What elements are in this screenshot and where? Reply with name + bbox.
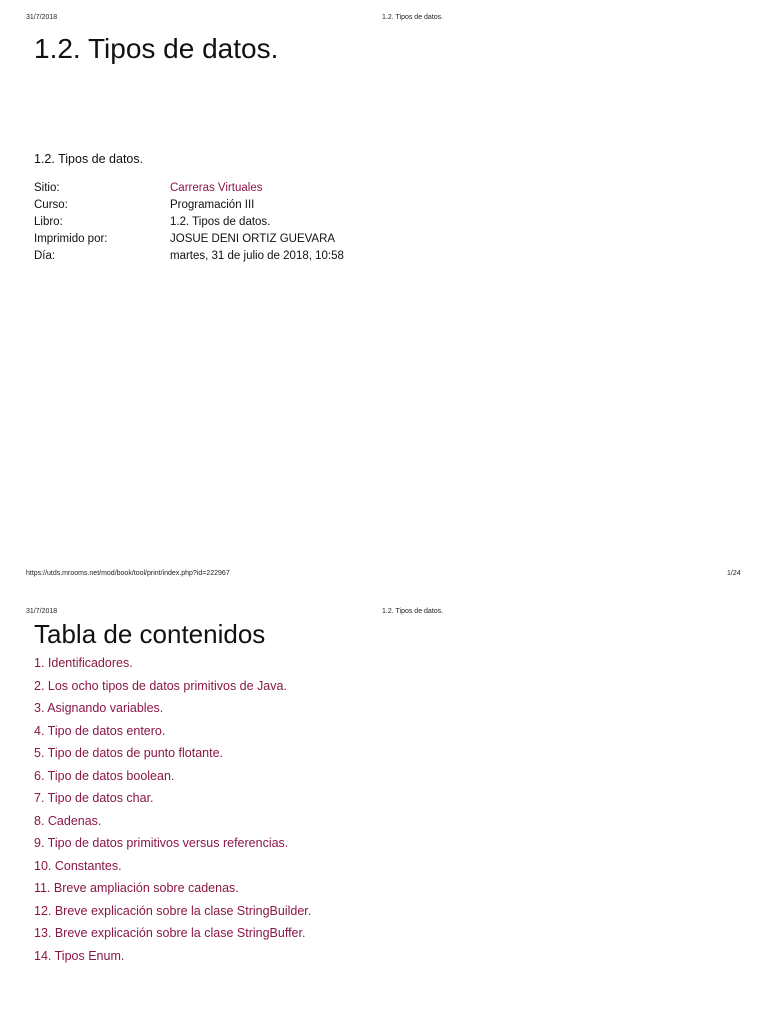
toc-link[interactable]: 5. Tipo de datos de punto flotante. (34, 746, 224, 760)
info-label: Curso: (34, 199, 68, 211)
site-link[interactable]: Carreras Virtuales (170, 182, 263, 194)
info-row-course (34, 197, 344, 214)
toc-link[interactable]: 10. Constantes. (34, 858, 122, 873)
toc-link[interactable]: 14. Tipos Enum. (34, 948, 125, 963)
print-header-title: 1.2. Tipos de datos. (382, 608, 444, 615)
toc-link[interactable]: 6. Tipo de datos boolean. (34, 768, 175, 783)
info-row-book (34, 214, 344, 231)
page-title: 1.2. Tipos de datos. (34, 33, 279, 64)
book-subtitle: 1.2. Tipos de datos. (34, 152, 144, 166)
info-value: Programación III (170, 199, 255, 211)
info-label: Día: (34, 250, 56, 262)
print-header-date: 31/7/2018 (26, 14, 58, 21)
toc-link[interactable]: 3. Asignando variables. (34, 701, 164, 715)
table-of-contents (34, 655, 311, 970)
toc-link[interactable]: 7. Tipo de datos char. (34, 791, 154, 805)
info-value: JOSUE DENI ORTIZ GUEVARA (170, 233, 336, 245)
toc-link[interactable]: 11. Breve ampliación sobre cadenas. (34, 881, 239, 895)
print-info-table (34, 180, 344, 265)
print-header-title: 1.2. Tipos de datos. (382, 14, 444, 21)
info-label: Imprimido por: (34, 233, 108, 245)
info-row-day (34, 248, 344, 265)
info-label: Sitio: (34, 182, 60, 194)
toc-link[interactable]: 2. Los ocho tipos de datos primitivos de Java. (34, 678, 287, 693)
info-row-site (34, 180, 344, 197)
print-footer-page: 1/24 (727, 570, 741, 577)
toc-link[interactable]: 8. Cadenas. (34, 813, 102, 828)
toc-link[interactable]: 13. Breve explicación sobre la clase StringBuffer. (34, 926, 306, 940)
toc-link[interactable]: 12. Breve explicación sobre la clase StringBuilder. (34, 903, 312, 918)
info-label: Libro: (34, 216, 63, 228)
info-value: 1.2. Tipos de datos. (170, 216, 271, 228)
print-header-date: 31/7/2018 (26, 608, 58, 615)
toc-link[interactable]: 1. Identificadores. (34, 656, 133, 670)
print-footer-url: https://utds.mrooms.net/mod/book/tool/print/index.php?id=222967 (26, 570, 230, 577)
toc-link[interactable]: 4. Tipo de datos entero. (34, 723, 166, 738)
info-value: martes, 31 de julio de 2018, 10:58 (170, 250, 344, 262)
info-row-printed-by (34, 231, 344, 248)
toc-heading: Tabla de contenidos (34, 619, 266, 649)
toc-link[interactable]: 9. Tipo de datos primitivos versus referencias. (34, 836, 289, 850)
